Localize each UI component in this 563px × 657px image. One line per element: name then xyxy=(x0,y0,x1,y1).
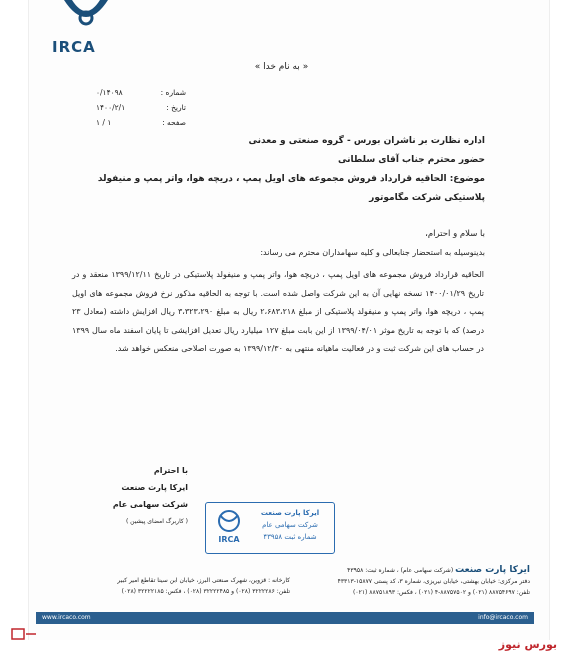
stamp-line-1: ایرکا پارت صنعت xyxy=(260,509,320,517)
bismillah: « به نام خدا » xyxy=(254,62,309,72)
subject-line: موضوع: الحاقیه قرارداد فروش مجموعه های اویل پمپ ، دریچه هوا، واتر پمپ و منیفولد پلاستیکی شرکت مگاموتور xyxy=(97,174,485,203)
stamp-line-2: شرکت سهامی عام xyxy=(262,521,318,529)
email-link[interactable]: info@ircaco.com xyxy=(478,614,528,621)
closing: با احترام xyxy=(153,466,188,475)
red-seal-icon xyxy=(10,626,38,642)
footer-phone-hq: تلفن: ۸۸۷۵۴۶۹۷ (۰۲۱) و ۸۸۷۵۷۵۰۲-۴ (۰۲۱) ، فکس: ۸۸۷۵۱۸۹۳ (۰۲۱) xyxy=(353,589,530,596)
body-paragraph: الحاقیه قرارداد فروش مجموعه های اویل پمپ ، دریچه هوا، واتر پمپ و منیفولد پلاستیکی در تاریخ ۱۳۹۹/۱۲/۱۱ منعقد و در تاریخ ۱۴۰۰/۰۱/۲۹ نسخه نهایی آن به این شرکت واصل شده است. با توجه به الحاقیه مذکور نرخ فروش مجموعه های اویل پمپ ، دریچه هوا، واتر پمپ و منیفولد پلاستیکی از مبلغ ۲،۶۸۳،۲۱۸ ریال به مبلغ ۳،۳۲۳،۲۹۰ ریال افزایش داشته (معادل ۲۳ درصد) که با توجه به تاریخ موثر ۱۳۹۹/۰۴/۰۱ از این بابت مبلغ ۱۲۷ میلیارد ریال تعدیل افزایشی تا پایان اسفند ماه سال ۱۳۹۹ در حساب های این شرکت ثبت و در فعالیت ماهیانه منتهی به ۱۳۹۹/۱۲/۳۰ به صورت اصلاحی منعکس خواهد شد. xyxy=(72,270,485,353)
logo-text: IRCA xyxy=(52,38,96,56)
signature-type: شرکت سهامی عام xyxy=(112,500,188,509)
signature-block xyxy=(108,462,188,530)
number-label: شماره : xyxy=(160,88,186,97)
date-label: تاریخ : xyxy=(166,103,186,112)
footer-factory xyxy=(40,575,290,597)
footer-company: ایرکا پارت صنعت xyxy=(455,565,530,575)
recipient-line-2: حضور محترم جناب آقای سلطانی xyxy=(338,155,485,165)
footer-bar xyxy=(36,612,534,624)
letter-meta xyxy=(96,85,186,130)
greeting: با سلام و احترام، xyxy=(425,229,485,239)
website-link[interactable]: www.ircaco.com xyxy=(42,614,91,621)
stamp-logo-icon xyxy=(210,507,248,545)
signature-note: ( کاربرگ امضای پیشین ) xyxy=(125,518,188,525)
footer-address-hq: دفتر مرکزی: خیابان بهشتی، خیابان نیریزی، شماره ۳، کد پستی ۱۵۸۷۷-۴۳۳۱۳ xyxy=(337,578,530,585)
footer-company-suffix: (شرکت سهامی عام) ، شماره ثبت: ۴۳۹۵۸ xyxy=(347,567,454,574)
number-value: ۰/۱۴۰۹۸ xyxy=(96,88,123,97)
page-label: صفحه : xyxy=(162,118,186,127)
page-value: ۱ / ۱ xyxy=(96,118,112,127)
stamp-line-3: شماره ثبت ۴۳۹۵۸ xyxy=(263,533,317,541)
footer-phone-factory: تلفن: ۳۲۲۲۲۸۶ (۰۲۸) و ۳۲۲۲۲۴۸۵ (۰۲۸) ، فکس: ۳۲۲۲۲۱۸۵ (۰۲۸) xyxy=(121,588,290,595)
recipient-block xyxy=(70,132,485,208)
recipient-line-1: اداره نظارت بر ناشران بورس - گروه صنعتی و معدنی xyxy=(248,136,485,146)
footer-headquarters xyxy=(300,565,530,598)
footer-address-factory: کارخانه : قزوین، شهرک صنعتی البرز، خیابان ابن سینا تقاطع امیر کبیر xyxy=(117,577,290,584)
stamp-text xyxy=(251,507,329,543)
intro-line: بدینوسیله به استحضار جنابعالی و کلیه سهامداران محترم می رساند: xyxy=(260,248,485,257)
date-value: ۱۴۰۰/۲/۱ xyxy=(96,103,126,112)
company-stamp xyxy=(205,502,335,554)
stamp-logo-text: IRCA xyxy=(218,535,240,544)
news-watermark: بورس نیوز xyxy=(498,638,557,651)
signature-company: ایرکا پارت صنعت xyxy=(121,483,188,492)
